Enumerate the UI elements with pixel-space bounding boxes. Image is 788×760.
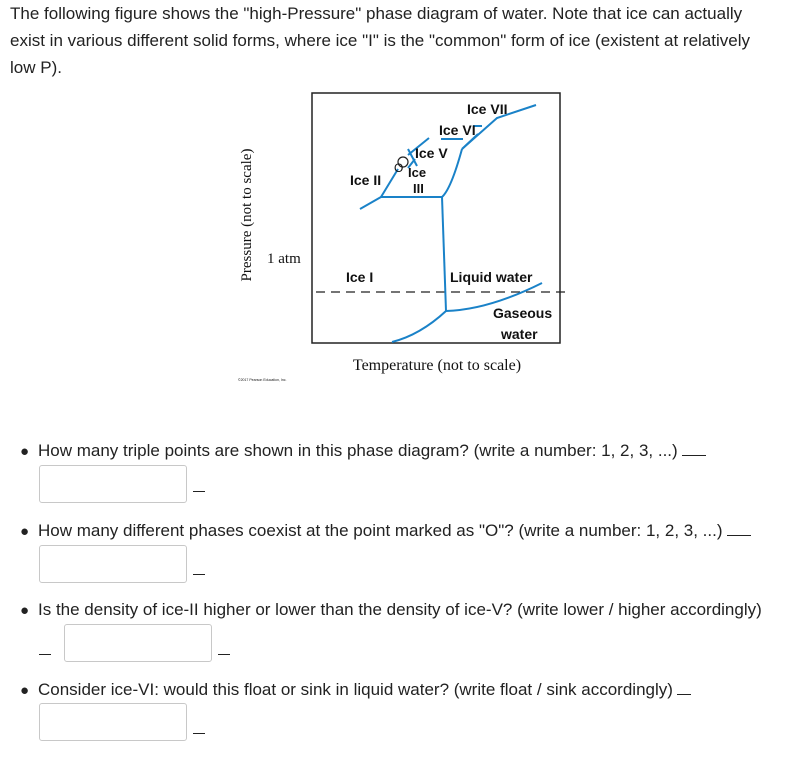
x-axis-label: Temperature (not to scale) — [352, 357, 522, 374]
question-2 — [20, 520, 751, 543]
label-one-atm: 1 atm — [267, 251, 301, 267]
answer-3-input[interactable] — [64, 624, 212, 662]
answer-4-underline — [193, 733, 205, 734]
question-1 — [20, 440, 706, 463]
label-gaseous-line1: Gaseous — [493, 305, 553, 321]
boundary-ice-i-liquid — [442, 197, 446, 311]
question-4-text: Consider ice-VI: would this float or sink in liquid water? (write float / sink accordingly) — [38, 680, 673, 699]
question-2-text: How many different phases coexist at the point marked as "O"? (write a number: 1, 2, 3, ...) — [38, 521, 723, 540]
label-ice-iii-line1: Ice — [408, 165, 427, 180]
y-axis-label: Pressure (not to scale) — [239, 148, 255, 282]
bullet-icon: ● — [20, 523, 30, 540]
phase-diagram-svg — [220, 85, 580, 395]
point-o-label: O — [394, 161, 404, 175]
question-4 — [20, 679, 691, 702]
blank-underline — [727, 521, 751, 536]
label-ice-ii: Ice II — [350, 172, 382, 188]
label-ice-vii: Ice VII — [467, 101, 508, 117]
blank-underline — [682, 441, 706, 456]
blank-underline — [677, 680, 691, 695]
answer-2-input[interactable] — [39, 545, 187, 583]
label-ice-iii-line2: III — [413, 181, 424, 196]
label-gaseous-line2: water — [501, 326, 538, 342]
answer-3-underline-right — [218, 654, 230, 655]
label-ice-vi: Ice VI — [439, 122, 476, 138]
answer-2-underline — [193, 574, 205, 575]
phase-diagram — [220, 85, 580, 395]
answer-4-input[interactable] — [39, 703, 187, 741]
question-3 — [20, 599, 762, 622]
answer-3-underline-left — [39, 654, 51, 655]
label-ice-i: Ice I — [346, 269, 374, 285]
bullet-icon: ● — [20, 602, 30, 619]
label-liquid-water: Liquid water — [450, 269, 533, 285]
answer-1-input[interactable] — [39, 465, 187, 503]
question-1-text: How many triple points are shown in this phase diagram? (write a number: 1, 2, 3, ...) — [38, 441, 678, 460]
bullet-icon: ● — [20, 682, 30, 699]
boundary-ice-i-upper — [360, 197, 442, 209]
question-3-text: Is the density of ice-II higher or lower than the density of ice-V? (write lower / higher accordingly) — [38, 600, 762, 619]
intro-paragraph: The following figure shows the "high-Pressure" phase diagram of water. Note that ice can actually exist in various different solid forms, where ice "I" is the "common" form of ice (existent at relatively low P). — [10, 4, 750, 77]
answer-1-underline — [193, 491, 205, 492]
copyright-text: ©2017 Pearson Education, Inc. — [238, 378, 287, 382]
boundary-sublimation — [392, 311, 446, 342]
bullet-icon: ● — [20, 443, 30, 460]
label-ice-v: Ice V — [415, 145, 448, 161]
